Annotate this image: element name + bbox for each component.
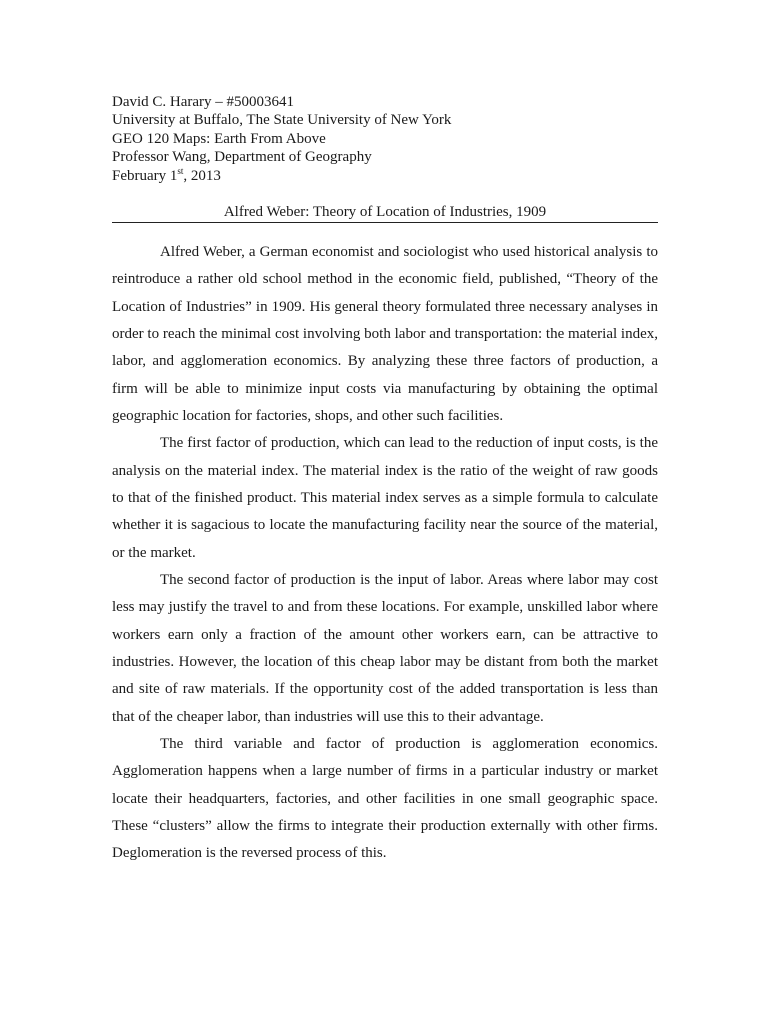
professor-line: Professor Wang, Department of Geography	[112, 149, 372, 166]
author-line: David C. Harary – #50003641	[112, 94, 295, 110]
paragraph-3: The second factor of production is the input of labor. Areas where labor may cost less may justify the travel to and from these locations. For example, unskilled labor where workers earn only a fraction of the amount other workers earn, can be attractive to industries. However, the location of this cheap labor may be distant from both the market and site of raw materials. If the opportunity cost of the added transportation is less than that of the cheaper labor, than industries will use this to their advantage.	[112, 571, 658, 725]
date-line	[112, 167, 451, 185]
document-body	[112, 239, 658, 868]
paragraph-1: Alfred Weber, a German economist and sociologist who used historical analysis to reintroduce a rather old school method in the economic field, published, “Theory of the Location of Industries” in 1909. His general theory formulated three necessary analyses in order to reach the minimal cost involving both labor and transportation: the material index, labor, and agglomeration economics. By analyzing these three factors of production, a firm will be able to minimize input costs via manufacturing by obtaining the optimal geographic location for factories, shops, and other such facilities.	[112, 244, 658, 424]
document-header	[112, 93, 451, 185]
course-line: GEO 120 Maps: Earth From Above	[112, 130, 326, 147]
paragraph-2: The first factor of production, which can lead to the reduction of input costs, is the analysis on the material index. The material index is the ratio of the weight of raw goods to that of the finished product. This material index serves as a simple formula to calculate whether it is sagacious to locate the manufacturing facility near the source of the material, or the market.	[112, 435, 658, 561]
date-year: , 2013	[183, 167, 221, 184]
title-divider	[112, 222, 658, 223]
date-ordinal-suffix: st	[177, 165, 184, 176]
document-title: Alfred Weber: Theory of Location of Industries, 1909	[223, 204, 547, 220]
paragraph-4: The third variable and factor of production is agglomeration economics. Agglomeration happens when a large number of firms in a particular industry or market locate their headquarters, factories, and other facilities in one small geographic space. These “clusters” allow the firms to integrate their production externally with other firms. Deglomeration is the reversed process of this.	[112, 735, 658, 862]
date-day: February 1	[112, 167, 178, 184]
university-line: University at Buffalo, The State University of New York	[112, 112, 452, 129]
